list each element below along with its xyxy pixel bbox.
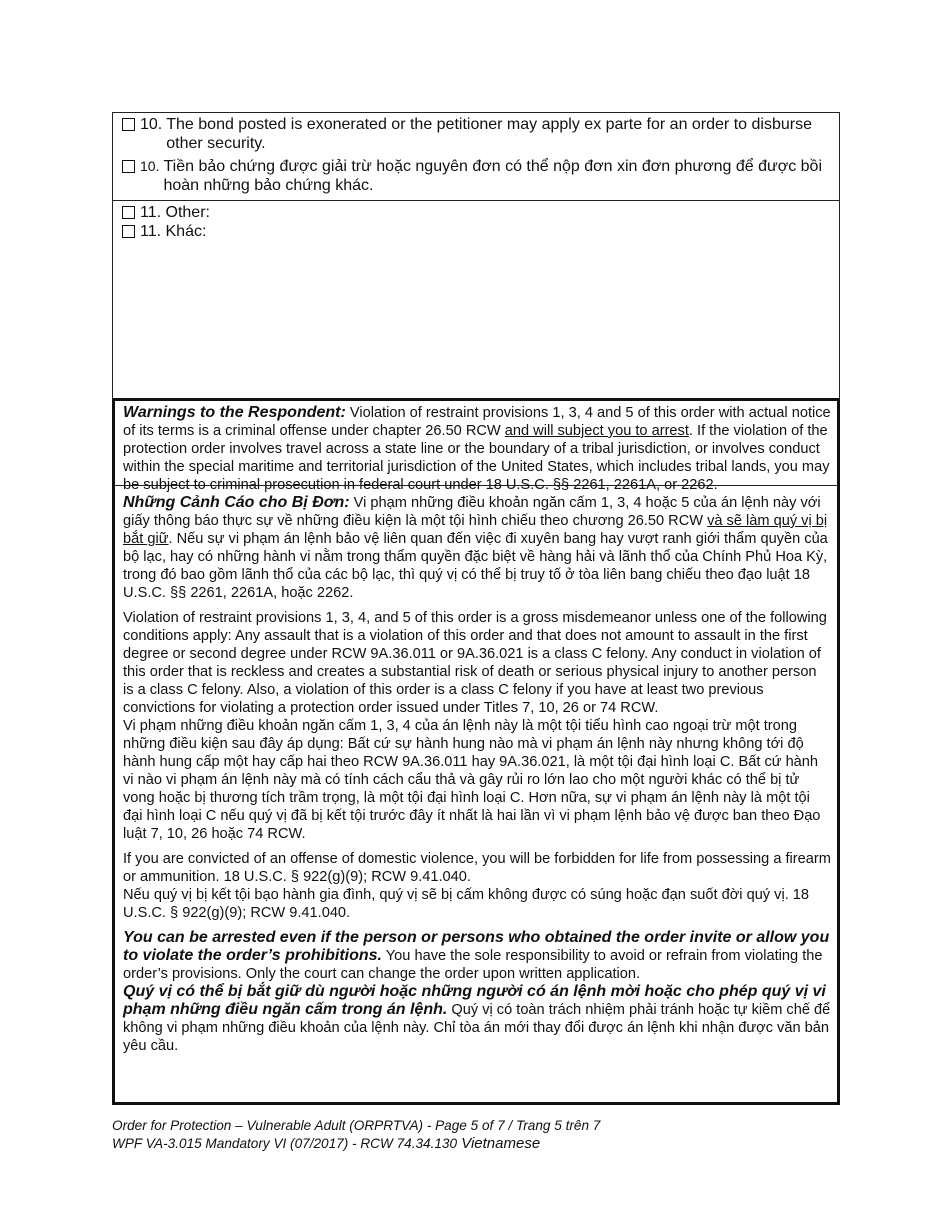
warning-vi-text-a: Vi phạm những điều khoản ngăn cấm 1, 3, 4 hoặc 5 của án lệnh này với giấy thông báo thực sự về những điều kiện là một tội hình chiếu theo chương 26.50 RCW [123, 495, 821, 529]
misdemeanor-vi: Vi phạm những điều khoản ngăn cấm 1, 3, 4 của án lệnh này là một tội tiểu hình cao ngoại trừ một trong những điều kiện sau đây áp dụng: Bất cứ sự hành hung nào mà vi phạm án lệnh này nhưng không tới độ hành hung cấp một hay cấp hai theo RCW 9A.36.011 hay 9A.36.021, là một tội đại hình loại C. Bất cứ hành vi nào vi phạm án lệnh này mà có tính cách cẩu thả và gây rủi ro lớn lao cho một người khác có thể bị tử vong hoặc bị thương tích trầm trọng, là một tội đại hình loại C. Hơn nữa, sự vi phạm án lệnh này là một tội đại hình loại C nếu quý vị đã bị kết tội trước đây ít nhất là hai lần vì vi phạm lệnh bảo vệ được ban theo Đạo luật 7, 10, 26 hoặc 74 RCW. [123, 718, 821, 842]
footer-language: Vietnamese [457, 1135, 541, 1152]
arrest-en-heading: You can be arrested even if the person or persons who obtained the order invite or allow you to violate the order’s prohibitions. [123, 929, 830, 964]
firearm-en: If you are convicted of an offense of domestic violence, you will be forbidden for life from possessing a firearm or ammunition. 18 U.S.C. § 922(g)(9); RCW 9.41.040. [123, 851, 831, 885]
warning-vi [123, 494, 831, 602]
warning-en-text-b: . If the violation of the protection order involves travel across a state line or the boundary of a tribal jurisdiction, or involves conduct within the special maritime and territorial jurisdiction of the United States, which includes tribal lands, you may be subject to criminal prosecution in federal court under 18 U.S.C. §§ 2261, 2261A, or 2262. [123, 423, 830, 493]
item-11-label: 11. Other: [140, 204, 210, 221]
warning-vi-text-b: . Nếu sự vi phạm án lệnh bảo vệ liên quan đến việc đi xuyên bang hay vượt ranh giới thẩm quyền của bộ lạc, hay có những hành vi nằm trong thẩm quyền đặc biệt về hàng hải và lãnh thổ của Chính Phủ Hoa Kỳ, trong đó bao gồm lãnh thổ của các bộ lạc, thì quý vị có thể bị truy tố ở tòa liên bang chiếu theo đạo luật 18 U.S.C. §§ 2261, 2261A, hoặc 2262. [123, 531, 828, 601]
item-10-vi [122, 157, 831, 195]
item-10-checkbox[interactable] [122, 118, 135, 131]
item-10-en [122, 115, 831, 153]
warning-en-heading: Warnings to the Respondent: [123, 404, 346, 421]
arrest-en-body: You have the sole responsibility to avoid or refrain from violating the order’s provisions. Only the court can change the order upon written application. [123, 948, 823, 982]
item-10-vi-number: 10. [140, 158, 160, 174]
item-11-checkbox[interactable] [122, 206, 135, 219]
item-10-number: 10. [140, 116, 163, 133]
footer-form-id: WPF VA-3.015 Mandatory VI (07/2017) - RCW 74.34.130 [112, 1136, 458, 1151]
item-11-vi-checkbox[interactable] [122, 225, 135, 238]
misdemeanor-en: Violation of restraint provisions 1, 3, 4, and 5 of this order is a gross misdemeanor unless one of the following conditions apply: Any assault that is a violation of this order and that does not amount to assault in the first degree or second degree under RCW 9A.36.011 or 9A.36.021 is a class C felony. Any conduct in violation of this order that is reckless and creates a substantial risk of death or serious physical injury to another person is a class C felony. Also, a violation of this order is a class C felony if you have at least two previous convictions for violating a protection order issued under Titles 7, 10, 26 or 74 RCW. [123, 610, 827, 716]
item-10-vi-text: Tiền bảo chứng được giải trừ hoặc nguyên đơn có thể nộp đơn xin đơn phương để được bồi hoàn những bảo chứng khác. [163, 158, 822, 194]
warning-en-underlined: and will subject you to arrest [504, 423, 689, 439]
arrest-en [123, 929, 831, 983]
arrest-vi-body: Quý vị có toàn trách nhiệm phải tránh hoặc tự kiềm chế để không vi phạm những điều khoản của lệnh này. Chỉ tòa án mới thay đổi được án lệnh khi nhận được văn bản yêu cầu. [123, 1002, 831, 1054]
warning-vi-heading: Những Cảnh Cáo cho Bị Đơn: [123, 494, 350, 511]
firearm-vi: Nếu quý vị bị kết tội bạo hành gia đình, quý vị sẽ bị cấm không được có súng hoặc đạn suốt đời quý vị. 18 U.S.C. § 922(g)(9); RCW 9.41.040. [123, 887, 810, 921]
item-11-vi-label: 11. Khác: [140, 223, 207, 240]
page-footer [112, 1117, 840, 1153]
warning-en [123, 404, 831, 494]
item-11-en [122, 203, 831, 222]
warning-vi-underlined: và sẽ làm quý vị bị bắt giữ [123, 513, 828, 547]
warnings-box [112, 398, 840, 1105]
arrest-vi [123, 983, 831, 1055]
arrest-vi-heading: Quý vị có thể bị bắt giữ dù người hoặc những người có án lệnh mời hoặc cho phép quý vị vi phạm những điều ngăn cấm trong án lệnh. [123, 983, 826, 1018]
item-10-text: The bond posted is exonerated or the petitioner may apply ex parte for an order to disburse other security. [166, 116, 812, 152]
warning-en-text-a: Violation of restraint provisions 1, 3, 4 and 5 of this order with actual notice of its terms is a criminal offense under chapter 26.50 RCW [123, 405, 831, 439]
item-11-vi [122, 222, 831, 241]
item-10-section [112, 112, 840, 200]
footer-line-1: Order for Protection – Vulnerable Adult (ORPRTVA) - Page 5 of 7 / Trang 5 trên 7 [112, 1118, 601, 1133]
item-10-vi-checkbox[interactable] [122, 160, 135, 173]
footer-line-2 [112, 1135, 840, 1153]
